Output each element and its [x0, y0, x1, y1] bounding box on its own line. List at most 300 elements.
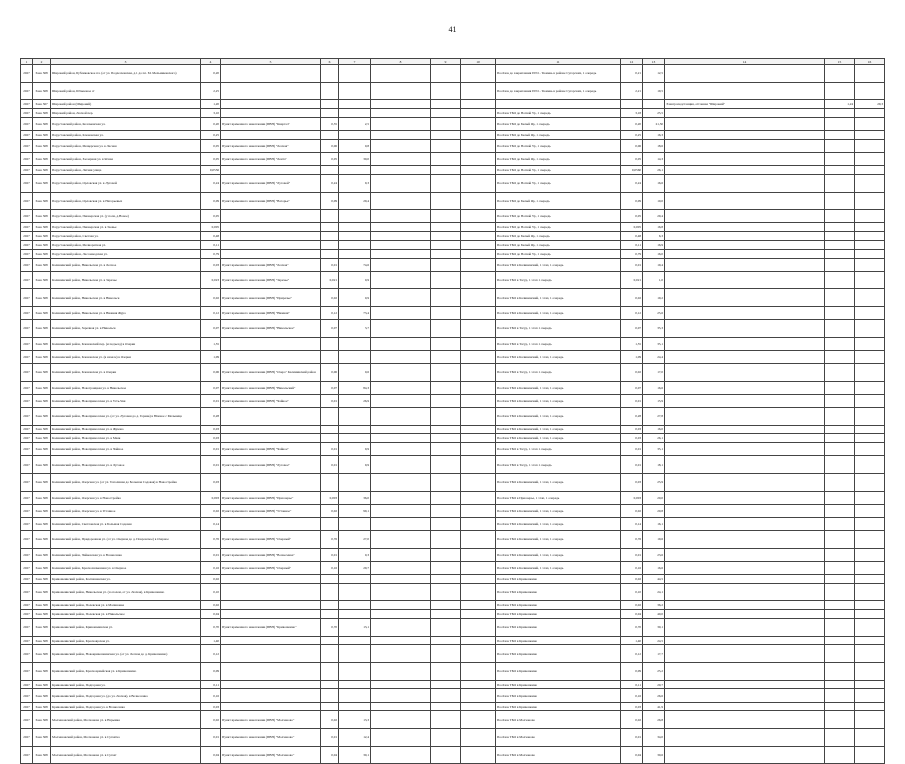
cell-tail [665, 504, 825, 517]
cell-t1 [825, 152, 855, 165]
cell-empty [461, 130, 496, 139]
table-row [21, 680, 885, 689]
table-row [21, 152, 885, 165]
cell-code: Зона 368 [33, 166, 51, 175]
cell-v1 [321, 575, 339, 584]
cell-t2 [855, 223, 885, 232]
cell-v2 [339, 425, 371, 434]
cell-year: 2027 [21, 100, 33, 109]
cell-v2: 29,7 [339, 561, 371, 574]
cell-empty [431, 425, 461, 434]
table-row [21, 619, 885, 637]
cell-empty [431, 619, 461, 637]
cell-v1: 0,07 [321, 320, 339, 338]
cell-empty [461, 174, 496, 192]
cell-code: Зона 368 [33, 443, 51, 456]
cell-t1 [825, 394, 855, 407]
cell-code: Зона 368 [33, 65, 51, 83]
cell-empty [431, 531, 461, 549]
cell-empty [431, 443, 461, 456]
cell-empty [461, 583, 496, 601]
cell-v2: 26,9 [339, 394, 371, 407]
cell-a: 0,48 [201, 232, 221, 241]
cell-year: 2027 [21, 289, 33, 307]
cell-k2: 16,3 [643, 130, 665, 139]
cell-t2 [855, 192, 885, 210]
cell-desc: Парустовский район, Орловская ул. в Луговой [51, 174, 201, 192]
cell-a: 0,05 [201, 139, 221, 152]
cell-t1 [825, 130, 855, 139]
cell-empty [431, 364, 461, 382]
cell-year: 2027 [21, 689, 33, 702]
cell-v1: 0,01 [321, 394, 339, 407]
cell-k2: 14,3 [643, 152, 665, 165]
cell-k2: 6,3 [643, 232, 665, 241]
cell-a: 0,06 [201, 364, 221, 382]
table-row [21, 531, 885, 549]
cell-obj: Пункт временного накопления (ПВН) "Приозерье" [221, 491, 321, 504]
cell-v2 [339, 166, 371, 175]
cell-note: Посёлок ТБО в Калининский, 1 этап, 1 очередь [496, 289, 621, 307]
cell-empty [461, 337, 496, 350]
cell-desc: Парустовский район, Летняя улица [51, 166, 201, 175]
cell-obj [221, 434, 321, 443]
cell-desc: Калининский район, Никольская ул. в Заречье [51, 271, 201, 289]
cell-obj [221, 350, 321, 363]
cell-v2: 9,3 [339, 174, 371, 192]
cell-obj [221, 223, 321, 232]
cell-t2 [855, 575, 885, 584]
cell-v2 [339, 223, 371, 232]
cell-v2 [339, 434, 371, 443]
cell-year: 2027 [21, 249, 33, 258]
cell-t2 [855, 408, 885, 426]
cell-k1: 0,11 [621, 680, 643, 689]
cell-tail [665, 583, 825, 601]
cell-empty [371, 130, 431, 139]
cell-t1 [825, 82, 855, 100]
cell-t1 [825, 192, 855, 210]
cell-t2 [855, 82, 885, 100]
cell-code: Зона 368 [33, 583, 51, 601]
cell-k2: 15,9 [643, 394, 665, 407]
cell-k1: 1,55 [621, 337, 643, 350]
cell-code: Зона 368 [33, 601, 51, 610]
cell-t2 [855, 561, 885, 574]
cell-empty [371, 663, 431, 681]
cell-empty [431, 473, 461, 491]
column-header: 1 [21, 59, 33, 65]
cell-obj [221, 601, 321, 610]
cell-obj: Пункт временного накопления (ПВН) "Озеро" Калининский район [221, 364, 321, 382]
cell-desc: Калининский район, Кленовская ул. в Озерки [51, 364, 201, 382]
cell-t2 [855, 350, 885, 363]
cell-tail [665, 491, 825, 504]
cell-k2: 19,2 [643, 289, 665, 307]
cell-empty [461, 548, 496, 561]
cell-k2: 35,1 [643, 337, 665, 350]
cell-obj: Пункт временного накопления (ПВН) "Вознесенка" [221, 548, 321, 561]
cell-note: Посёлок ТБО в Калининский, 1 этап, 1 очередь [496, 504, 621, 517]
cell-year: 2027 [21, 531, 33, 549]
cell-empty [431, 82, 461, 100]
cell-v1 [321, 425, 339, 434]
cell-obj [221, 166, 321, 175]
cell-note: Посёлок ТБО в Калининский, 1 этап, 1 очередь [496, 350, 621, 363]
cell-empty [431, 583, 461, 601]
cell-tail [665, 320, 825, 338]
cell-k2: 21,50 [643, 117, 665, 130]
cell-k2: 23,6 [643, 548, 665, 561]
cell-tail [665, 289, 825, 307]
cell-empty [371, 729, 431, 747]
cell-tail [665, 408, 825, 426]
cell-empty [461, 364, 496, 382]
cell-desc: Молчановский район, Молчанова ул. в Сулзатка [51, 729, 201, 747]
cell-note: Посёлок ТБО в Кривошеино [496, 610, 621, 619]
cell-t1 [825, 583, 855, 601]
cell-year: 2027 [21, 443, 33, 456]
data-table [20, 58, 885, 764]
cell-tail [665, 364, 825, 382]
cell-t1 [825, 645, 855, 663]
cell-tail [665, 108, 825, 117]
cell-t2 [855, 583, 885, 601]
cell-code: Зона 368 [33, 504, 51, 517]
cell-desc: Калининский район, Светловская ул. в Большая Садовая [51, 517, 201, 530]
cell-code: Зона 368 [33, 473, 51, 491]
table-row [21, 504, 885, 517]
cell-empty [371, 364, 431, 382]
cell-empty [461, 636, 496, 645]
cell-empty [461, 746, 496, 764]
cell-note: Посёлок ТБО в Кривошеино [496, 583, 621, 601]
cell-k1: 0,10 [621, 583, 643, 601]
cell-empty [431, 689, 461, 702]
cell-t2 [855, 473, 885, 491]
table-row [21, 645, 885, 663]
table-row [21, 408, 885, 426]
cell-v2 [339, 610, 371, 619]
cell-a: 0,14 [201, 517, 221, 530]
cell-t1 [825, 561, 855, 574]
cell-desc: Молчановский район, Молчанова ул. в Сулзат [51, 746, 201, 764]
cell-code: Зона 368 [33, 271, 51, 289]
cell-year: 2027 [21, 610, 33, 619]
cell-year: 2027 [21, 663, 33, 681]
cell-tail [665, 249, 825, 258]
cell-empty [431, 645, 461, 663]
cell-empty [431, 271, 461, 289]
cell-v1 [321, 240, 339, 249]
cell-k1: 0,07 [621, 320, 643, 338]
cell-a: 1,20 [201, 100, 221, 109]
cell-desc: Калининский район, Новотроицкая ул. в Никольское [51, 381, 201, 394]
cell-a: 0,023 [201, 271, 221, 289]
cell-v1: 0,01 [321, 729, 339, 747]
cell-k2: 20,8 [643, 504, 665, 517]
cell-desc: Широкий район, Штыковое сг [51, 82, 201, 100]
cell-obj: Пункт временного накопления (ПВН) "Молчаново" [221, 729, 321, 747]
cell-t2 [855, 108, 885, 117]
cell-note: Посёлок ТБО до Белый Яр, 1 очередь [496, 152, 621, 165]
table-row [21, 174, 885, 192]
cell-empty [431, 680, 461, 689]
cell-v1: 0,05 [321, 152, 339, 165]
cell-year: 2027 [21, 456, 33, 474]
cell-k1: 0,16 [621, 561, 643, 574]
cell-note: Посёлок ТБО в Тогур, 1 этап 1 очередь [496, 271, 621, 289]
cell-empty [371, 223, 431, 232]
cell-t1 [825, 601, 855, 610]
cell-note: Посёлок ТБО в Калининский, 1 этап, 1 очередь [496, 561, 621, 574]
cell-empty [431, 240, 461, 249]
cell-year: 2027 [21, 680, 33, 689]
cell-empty [431, 65, 461, 83]
cell-obj: Пункт временного накопления (ПВН) "Луговое" [221, 456, 321, 474]
cell-empty [461, 258, 496, 271]
cell-v2: 99,1 [339, 504, 371, 517]
cell-note: Посёлок ТБО в Тогур, 1 этап 1 очередь [496, 364, 621, 382]
cell-a: 0,25 [201, 130, 221, 139]
cell-v1: 0,16 [321, 561, 339, 574]
cell-empty [461, 381, 496, 394]
cell-year: 2027 [21, 711, 33, 729]
cell-k1: 0,03 [621, 434, 643, 443]
cell-empty [431, 130, 461, 139]
cell-a: 0,24 [201, 174, 221, 192]
table-row [21, 491, 885, 504]
cell-year: 2027 [21, 152, 33, 165]
cell-a: 0,01 [201, 456, 221, 474]
cell-empty [371, 381, 431, 394]
cell-year: 2027 [21, 350, 33, 363]
cell-t2 [855, 337, 885, 350]
cell-tail [665, 174, 825, 192]
cell-empty [371, 108, 431, 117]
cell-empty [371, 166, 431, 175]
cell-code: Зона 368 [33, 320, 51, 338]
cell-a: 1,09 [201, 350, 221, 363]
cell-t2 [855, 456, 885, 474]
cell-tail [665, 306, 825, 319]
cell-desc: Кривошеинский район, Колпашевская ул. [51, 575, 201, 584]
cell-empty [431, 610, 461, 619]
cell-year: 2027 [21, 108, 33, 117]
cell-k2: 26,8 [643, 711, 665, 729]
cell-desc: Широкий район (Широкий) [51, 100, 201, 109]
cell-empty [461, 531, 496, 549]
cell-a: 0,70 [201, 619, 221, 637]
cell-empty [371, 152, 431, 165]
cell-v1 [321, 408, 339, 426]
cell-empty [461, 729, 496, 747]
cell-v1: 0,09 [321, 192, 339, 210]
cell-t2 [855, 443, 885, 456]
cell-k2: 36,2 [643, 601, 665, 610]
cell-code: Зона 368 [33, 408, 51, 426]
cell-v1: 0,06 [321, 139, 339, 152]
cell-v1: 0,07 [321, 381, 339, 394]
cell-v2 [339, 337, 371, 350]
cell-note: Посёлок ТБО до Вогнай Ур, 1 очередь [496, 174, 621, 192]
cell-t1 [825, 610, 855, 619]
cell-a: 0,02 [201, 504, 221, 517]
cell-empty [431, 108, 461, 117]
cell-obj [221, 680, 321, 689]
cell-tail [665, 223, 825, 232]
cell-k1: 0,20 [621, 117, 643, 130]
cell-t2 [855, 394, 885, 407]
cell-empty [371, 443, 431, 456]
cell-tail [665, 443, 825, 456]
cell-t2 [855, 232, 885, 241]
cell-a: 0,12 [201, 306, 221, 319]
cell-desc: Парустовский район, Мещерская ул. в Лесная [51, 139, 201, 152]
cell-obj [221, 210, 321, 223]
cell-t2 [855, 645, 885, 663]
cell-k2: 25,9 [643, 473, 665, 491]
cell-code: Зона 368 [33, 306, 51, 319]
cell-k1: 0,05 [621, 152, 643, 165]
cell-tail [665, 65, 825, 83]
cell-empty [431, 166, 461, 175]
cell-empty [461, 320, 496, 338]
cell-obj: Пункт временного накопления (ПВН) "Лесная" [221, 258, 321, 271]
cell-a: 0,01 [201, 394, 221, 407]
cell-a: 0,16 [201, 689, 221, 702]
cell-year: 2027 [21, 408, 33, 426]
cell-v1 [321, 249, 339, 258]
cell-empty [371, 491, 431, 504]
table-row [21, 249, 885, 258]
cell-desc: Парустовский район, Коломенская ул. [51, 117, 201, 130]
cell-obj: Пункт временного накопления (ПВН) "Никольское" [221, 320, 321, 338]
cell-obj: Пункт временного накопления (ПВН) "Молчаново" [221, 711, 321, 729]
cell-k1: 0,02 [621, 601, 643, 610]
cell-tail [665, 192, 825, 210]
cell-k2: 27,8 [643, 408, 665, 426]
cell-empty [431, 491, 461, 504]
cell-t1 [825, 504, 855, 517]
cell-empty [461, 394, 496, 407]
cell-k1: 0,02 [621, 575, 643, 584]
cell-empty [461, 117, 496, 130]
cell-a: 0,005 [201, 223, 221, 232]
cell-v2: 84,3 [339, 381, 371, 394]
table-row [21, 210, 885, 223]
cell-tail [665, 271, 825, 289]
cell-tail [665, 381, 825, 394]
cell-v2: 27,0 [339, 531, 371, 549]
cell-note [496, 100, 621, 109]
cell-a: 0,03 [201, 258, 221, 271]
cell-empty [431, 381, 461, 394]
cell-desc: Калининский район, Новоприволская ул. в Чайное [51, 443, 201, 456]
cell-empty [371, 320, 431, 338]
cell-empty [461, 711, 496, 729]
cell-year: 2027 [21, 210, 33, 223]
table-row [21, 548, 885, 561]
cell-desc: Кривошеинский район, Красноярская ул. [51, 636, 201, 645]
cell-v1: 0,02 [321, 711, 339, 729]
cell-v2: 13,1 [339, 619, 371, 637]
cell-t2 [855, 517, 885, 530]
cell-empty [461, 100, 496, 109]
cell-v2 [339, 408, 371, 426]
cell-t1 [825, 663, 855, 681]
cell-tail [665, 680, 825, 689]
cell-v1 [321, 663, 339, 681]
cell-empty [461, 192, 496, 210]
cell-t1 [825, 408, 855, 426]
cell-code: Зона 368 [33, 746, 51, 764]
cell-a: 0,04 [201, 610, 221, 619]
cell-empty [461, 425, 496, 434]
cell-k1: 0,04 [621, 746, 643, 764]
column-header: 12 [621, 59, 643, 65]
cell-note: Посёлок ТБО до Вогнай Ур, 1 очередь [496, 249, 621, 258]
cell-t1 [825, 517, 855, 530]
column-header: 7 [339, 59, 371, 65]
cell-note: Посёлок ТБО в Калининский, 1 этап, 1 очередь [496, 531, 621, 549]
cell-note: Посёлок ТБО до Белый Яр, 1 очередь [496, 232, 621, 241]
cell-t1 [825, 139, 855, 152]
cell-a: 0,09 [201, 192, 221, 210]
cell-k2 [643, 100, 665, 109]
cell-desc: Калининский район, Никольская ул. в Никольск [51, 289, 201, 307]
cell-k1: 0,07 [621, 381, 643, 394]
cell-empty [371, 601, 431, 610]
cell-t1 [825, 337, 855, 350]
page-number: 41 [448, 25, 457, 34]
cell-empty [371, 139, 431, 152]
cell-empty [431, 117, 461, 130]
cell-code: Зона 368 [33, 364, 51, 382]
cell-empty [371, 100, 431, 109]
table-row [21, 65, 885, 83]
cell-empty [461, 491, 496, 504]
table-row [21, 139, 885, 152]
cell-v1 [321, 601, 339, 610]
cell-a: 0,03 [201, 425, 221, 434]
cell-tail [665, 702, 825, 711]
cell-k2: 19,6 [643, 531, 665, 549]
cell-t2 [855, 306, 885, 319]
cell-obj: Пункт временного накопления (ПВН) "Озерный" [221, 561, 321, 574]
cell-empty [461, 240, 496, 249]
cell-v1: 0,01 [321, 456, 339, 474]
cell-v1 [321, 232, 339, 241]
cell-k2: 10,0 [643, 192, 665, 210]
table-row [21, 232, 885, 241]
cell-k1: 0,0560 [621, 166, 643, 175]
cell-code: Зона 368 [33, 531, 51, 549]
cell-v2: 29,4 [339, 192, 371, 210]
cell-obj [221, 408, 321, 426]
cell-t2 [855, 531, 885, 549]
cell-desc: Калининский район, Кленовский пер. (и подъезд) в Озерки [51, 337, 201, 350]
table-row [21, 443, 885, 456]
cell-v2 [339, 663, 371, 681]
cell-k2: 26,1 [643, 166, 665, 175]
cell-obj [221, 517, 321, 530]
cell-empty [431, 504, 461, 517]
cell-desc: Парустовский район, Пионерская ул. в Заовье [51, 223, 201, 232]
cell-t1 [825, 680, 855, 689]
table-row [21, 711, 885, 729]
cell-a: 3,10 [201, 108, 221, 117]
